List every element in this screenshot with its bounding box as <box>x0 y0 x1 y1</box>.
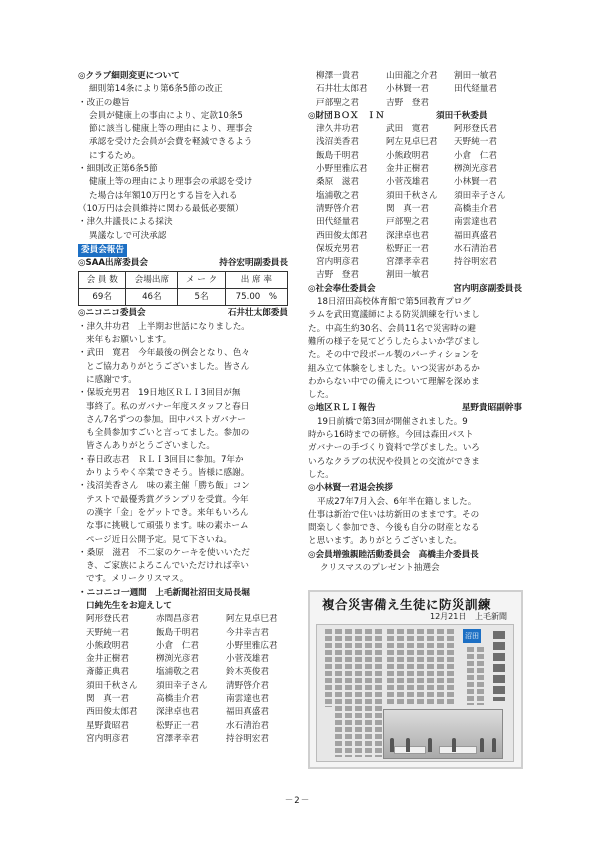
zaidan-title: ◎財団ＢＯＸ ＩＮ <box>308 110 385 121</box>
member-name: 宮澤孝幸君 <box>386 257 429 268</box>
top-names-grid <box>308 70 522 110</box>
member-name: 桑原 滋君 <box>316 177 359 188</box>
name-row <box>308 97 522 110</box>
member-name: 高橋圭介君 <box>454 203 497 214</box>
clipping-date: 12月21日 <box>430 612 467 621</box>
member-name: 栁渕光彦君 <box>156 654 199 665</box>
member-name: 吉野 登君 <box>316 270 359 281</box>
member-name: 田代経量君 <box>454 84 497 95</box>
member-name: 深津卓也君 <box>386 230 429 241</box>
cardboard-mat <box>439 746 477 754</box>
member-name: 宮内明彦君 <box>86 733 129 744</box>
social-reporter: 宮内明彦副委員長 <box>453 283 522 294</box>
nikoniko-entries <box>78 321 288 587</box>
member-name <box>454 269 524 282</box>
zaidan-reporter: 須田千秋委員 <box>436 110 488 121</box>
weekly-title: ・ニコニコ一週間 上毛新聞社沼田支局長堀 <box>78 587 250 598</box>
clipping-header <box>310 592 521 622</box>
member-name: 斎藤正典君 <box>86 667 129 678</box>
member-name: 松野正一君 <box>386 243 429 254</box>
name-row <box>308 150 522 163</box>
member-name: 鈴木英俊君 <box>226 667 269 678</box>
attendance-header-cell: 出 席 率 <box>225 272 287 289</box>
member-name: 宮澤孝幸君 <box>156 733 199 744</box>
member-name: 阿形登氏君 <box>86 614 129 625</box>
bylaws-line: ・津久井議長による採決 <box>78 217 173 228</box>
body-line: 時から16時までの研修。今回は森田パスト <box>308 430 474 441</box>
nikoniko-line: かりようやく卒業できそう。皆様に感謝。 <box>86 468 250 479</box>
club-bylaws-section <box>78 70 288 243</box>
member-name: 南雲達也君 <box>454 217 497 228</box>
member-name: 須田千秋さん <box>86 680 138 691</box>
article-column-text <box>345 629 352 757</box>
body-line: 仕事は新治で住いは坊新田のままです。その <box>308 509 480 520</box>
body-line: た。中高生約30名、会員11名で災害時の避 <box>308 323 476 334</box>
body-line: クリスマスのプレゼント抽選会 <box>320 562 440 573</box>
member-name: 小菅茂雄君 <box>386 177 429 188</box>
membership-body <box>308 562 522 575</box>
name-row <box>308 70 522 83</box>
member-name: 小菅茂雄君 <box>226 654 269 665</box>
member-name: 栁渕光彦君 <box>454 164 497 175</box>
attendance-header-cell: メ ー ク <box>178 272 225 289</box>
member-name: 田代経量君 <box>316 217 359 228</box>
bylaws-heading: ◎クラブ細則変更について <box>78 71 180 81</box>
kobayashi-title: ◎小林賢一君退会挨拶 <box>308 483 393 494</box>
member-name: 小野里雅広君 <box>226 640 278 651</box>
name-row <box>308 176 522 189</box>
member-name: 飯島千明君 <box>316 150 359 161</box>
member-name: 福田真盛君 <box>226 707 269 718</box>
member-name: 塩浦敬之君 <box>316 190 359 201</box>
member-name: 小倉 仁君 <box>156 640 199 651</box>
member-name: 小倉 仁君 <box>454 150 497 161</box>
nikoniko-line: ・桑原 滋君 不二家のケーキを使いいただ <box>78 547 250 558</box>
bylaws-line: 細則第14条により第6条5節の改正 <box>89 84 223 95</box>
member-name: 須田幸子さん <box>454 190 506 201</box>
bylaws-line: 承認を受けた会員が会費を軽減できるよう <box>89 137 253 148</box>
nikoniko-entry <box>78 454 288 481</box>
member-name: 松野正一君 <box>156 720 199 731</box>
member-name: 保坂充男君 <box>316 243 359 254</box>
membership-title: ◎会員増強親睦活動委員会 高橋圭介委員長 <box>308 549 479 560</box>
person-figure <box>428 738 432 752</box>
nikoniko-entry <box>78 480 288 546</box>
body-line: た。その中で段ボール製のパーティションを <box>308 350 479 361</box>
article-column-text <box>477 647 484 705</box>
bylaws-line: （10万円は会員維持に関わる最低必要額） <box>78 203 244 214</box>
cardboard-mat <box>394 746 426 754</box>
member-name: 割田一敏君 <box>386 270 429 281</box>
nikoniko-line: 事終了。私のガバナー年度スタッフと春日 <box>86 401 250 412</box>
member-name: 水石清治君 <box>226 720 269 731</box>
body-line: と思います。ありがとうございました。 <box>308 536 463 547</box>
body-line: 組み立て体験をしました。いつ災害があるか <box>308 363 480 374</box>
nikoniko-line: ・保坂充男君 19日地区ＲＬＩ3回目が無 <box>78 388 241 399</box>
rli-reporter: 星野貴昭副幹事 <box>461 403 522 414</box>
name-row <box>308 203 522 216</box>
nikoniko-line: な事に挑戦して頑張ります。味の素ホーム <box>86 521 249 532</box>
member-name: 戸部聖之君 <box>386 217 429 228</box>
nikoniko-line: です。メリークリスマス。 <box>86 574 189 585</box>
committee-report-badge: 委員会報告 <box>78 244 127 257</box>
bylaws-line: 会員が健康上の事由により、定款10条5 <box>89 110 243 121</box>
zaidan-names-grid <box>308 123 522 283</box>
body-line: した。 <box>308 390 334 401</box>
article-column-text <box>397 629 404 705</box>
clipping-region-label: 沼田 <box>463 629 481 643</box>
newspaper-clipping <box>308 590 523 769</box>
body-line: 19日前橋で第3回が開催されました。9 <box>317 416 468 427</box>
member-name: 塩浦敬之君 <box>156 667 199 678</box>
member-name: 金井正樹君 <box>86 654 129 665</box>
weekly-subtitle: 口純先生をお迎えして <box>86 600 172 611</box>
body-line: 平成27年7月入会、6年半在籍しました。 <box>317 496 477 507</box>
person-figure <box>406 738 410 752</box>
body-line: 難所の様子を見てどうしたらよいか学びまし <box>308 336 480 347</box>
article-column-text <box>467 647 474 705</box>
member-name: 宮内明彦君 <box>316 257 359 268</box>
member-name: 須田幸子さん <box>156 680 208 691</box>
member-name: 西田俊太郎君 <box>316 230 368 241</box>
bylaws-line: た場合は年額10万円とする旨を入れる <box>89 190 238 201</box>
name-row <box>308 216 522 229</box>
nikoniko-entry <box>78 387 288 453</box>
member-name: 柳澤一貴君 <box>316 71 359 81</box>
member-name: 関 真一君 <box>386 203 429 214</box>
member-name: 割田一敏君 <box>454 71 497 81</box>
social-title: ◎社会奉仕委員会 <box>308 283 376 294</box>
article-column-text <box>335 629 342 757</box>
bylaws-line: 節に該当し健康上等の理由により、理事会 <box>89 124 253 135</box>
nikoniko-line: も全員参加すごいと言ってました。参加の <box>86 428 250 439</box>
member-name: 小熊政明君 <box>386 150 429 161</box>
nikoniko-line: 皆さんありがとうございました。 <box>86 441 215 452</box>
kobayashi-body <box>308 496 522 549</box>
nikoniko-line: ・浅沼美香さん 味の素主催「勝ち飯」コン <box>78 481 250 492</box>
rli-heading <box>308 402 522 415</box>
saa-title: ◎SAA出席委員会 <box>78 258 148 269</box>
nikoniko-line: さん7名ずつの参加。田中パストガバナー <box>86 414 246 425</box>
member-name: 小林賢一君 <box>386 84 429 95</box>
bylaws-line: ・細則改正第6条5節 <box>78 164 158 175</box>
member-name: 小野里雅広君 <box>316 164 368 175</box>
rli-body <box>308 416 522 482</box>
social-heading <box>308 283 522 296</box>
nikoniko-reporter: 石井壮太郎委員 <box>227 308 288 319</box>
member-name: 浅沼美香君 <box>316 137 359 148</box>
nikoniko-entry <box>78 321 288 348</box>
member-name: 清野啓介君 <box>226 680 269 691</box>
nikoniko-line: き、ご家族によろこんでいただければ幸い <box>86 561 249 572</box>
member-name: 天野純一君 <box>86 627 129 638</box>
body-line: ラムを武田寛議師による防災訓練を行いまし <box>308 310 480 321</box>
member-name: 天野純一君 <box>454 137 497 148</box>
member-name: 阿左見卓巳君 <box>226 614 278 625</box>
attendance-value-row <box>79 289 288 306</box>
article-column-text <box>387 629 394 705</box>
member-name: 阿左見卓巳君 <box>386 137 438 148</box>
rli-title: ◎地区ＲＬＩ報告 <box>308 403 376 414</box>
nikoniko-line: ・春日政志君 ＲＬＩ3回目に参加。7年か <box>78 454 244 465</box>
nikoniko-line: ページ近日公開予定。見て下さいね。 <box>86 534 232 545</box>
member-name: 持谷明宏君 <box>454 257 497 268</box>
weekly-names-grid <box>78 613 288 746</box>
member-name: 飯島千明君 <box>156 627 199 638</box>
member-name: 小熊政明君 <box>86 640 129 651</box>
member-name: 石井壮太郎君 <box>316 84 368 95</box>
clipping-vertical-headline <box>493 631 505 701</box>
article-column-text <box>407 629 414 705</box>
nikoniko-line: ・武田 寛君 今年最後の例会となり、色々 <box>78 348 250 359</box>
nikoniko-line: テストで最優秀賞グランプリを受賞。今年 <box>86 494 249 505</box>
member-name: 西田俊太郎君 <box>86 707 138 718</box>
person-figure <box>492 738 496 752</box>
body-line: わからない中での備えについて理解を深めま <box>308 376 480 387</box>
clipping-source: 上毛新聞 <box>475 612 507 621</box>
nikoniko-title: ◎ニコニコ委員会 <box>78 308 146 319</box>
nikoniko-heading <box>78 307 288 320</box>
name-row <box>308 163 522 176</box>
article-column-text <box>437 629 444 705</box>
article-column-text <box>447 629 454 705</box>
zaidan-heading <box>308 110 522 123</box>
member-name: 今井幸吉君 <box>226 627 269 638</box>
saa-reporter: 持谷宏明副委員長 <box>219 258 288 269</box>
nikoniko-entry <box>78 347 288 387</box>
member-name: 山田龍之介君 <box>386 71 438 81</box>
member-name: 津久井功君 <box>316 124 359 135</box>
attendance-value-cell: 46名 <box>126 289 178 306</box>
member-name: 深津卓也君 <box>156 707 199 718</box>
member-name: 金井正樹君 <box>386 164 429 175</box>
clipping-photo <box>383 709 503 759</box>
name-row <box>308 123 522 136</box>
nikoniko-line: 来年もお願いします。 <box>86 335 172 346</box>
body-line: 間楽しく参加でき、今後も自分の財産となる <box>308 523 480 534</box>
clipping-image <box>316 624 514 762</box>
member-name: 戸部聖之君 <box>316 97 359 108</box>
name-row <box>308 269 522 282</box>
attendance-value-cell: 75.00 % <box>225 289 287 306</box>
article-column-text <box>365 629 372 757</box>
member-name: 小林賢一君 <box>454 177 497 188</box>
committee-badge-wrap <box>78 243 288 257</box>
page-number: －2－ <box>284 796 311 806</box>
attendance-value-cell: 5名 <box>178 289 225 306</box>
left-column <box>78 70 288 746</box>
nikoniko-line: に感謝です。 <box>86 374 137 385</box>
bylaws-line: 健康上等の理由により理事会の承認を受け <box>89 177 253 188</box>
member-name: 福田真盛君 <box>454 230 497 241</box>
attendance-value-cell: 69名 <box>79 289 126 306</box>
saa-heading <box>78 257 288 270</box>
member-name: 吉野 登君 <box>386 97 429 108</box>
nikoniko-line: の漢字「金」をゲットでき。来年もいろん <box>86 507 249 518</box>
member-name: 水石清治君 <box>454 243 497 254</box>
member-name: 清野啓介君 <box>316 203 359 214</box>
bylaws-line: ・改正の趣旨 <box>78 97 130 108</box>
bylaws-line: 異議なしで可決承認 <box>89 230 167 241</box>
member-name: 赤間昌彦君 <box>156 614 199 625</box>
body-line: いろなクラブの状況や役員との交流ができま <box>308 456 480 467</box>
attendance-header-row <box>79 272 288 289</box>
member-name: 武田 寛君 <box>386 124 429 135</box>
bylaws-line: にするため。 <box>89 150 141 161</box>
nikoniko-entry <box>78 547 288 587</box>
member-name: 星野貴昭君 <box>86 720 129 731</box>
name-row <box>308 243 522 256</box>
name-row <box>308 190 522 203</box>
member-name: 関 真一君 <box>86 694 129 705</box>
name-row <box>308 256 522 269</box>
article-column-text <box>325 629 332 707</box>
article-column-text <box>417 629 424 705</box>
article-column-text <box>375 629 382 757</box>
body-line: ガバナーの手づくり資料で学びました。いろ <box>308 443 480 454</box>
attendance-header-cell: 会 員 数 <box>79 272 126 289</box>
name-row <box>308 136 522 149</box>
social-body <box>308 296 522 402</box>
member-name: 持谷明宏君 <box>226 733 269 744</box>
name-row <box>308 83 522 96</box>
nikoniko-line: とご協力ありがとうございました。皆さん <box>86 361 250 372</box>
person-figure <box>480 738 484 752</box>
member-name <box>454 97 524 110</box>
body-line: 18日沼田高校体育館で第5回教育プログ <box>317 297 471 308</box>
member-name: 高橋圭介君 <box>156 694 199 705</box>
person-figure <box>390 738 394 752</box>
attendance-header-cell: 会場出席 <box>126 272 178 289</box>
member-name: 南雲達也君 <box>226 694 269 705</box>
nikoniko-line: ・津久井功君 上半期お世話になりました。 <box>78 321 250 332</box>
article-column-text <box>355 629 362 757</box>
member-name: 須田千秋さん <box>386 190 438 201</box>
article-column-text <box>427 629 434 705</box>
person-figure <box>452 738 456 752</box>
attendance-table <box>78 271 288 306</box>
name-row <box>308 230 522 243</box>
right-column <box>308 70 522 575</box>
member-name: 阿形登氏君 <box>454 124 497 135</box>
body-line: した。 <box>308 469 334 480</box>
clipping-headline: 複合災害備え生徒に防災訓練 <box>322 597 492 612</box>
